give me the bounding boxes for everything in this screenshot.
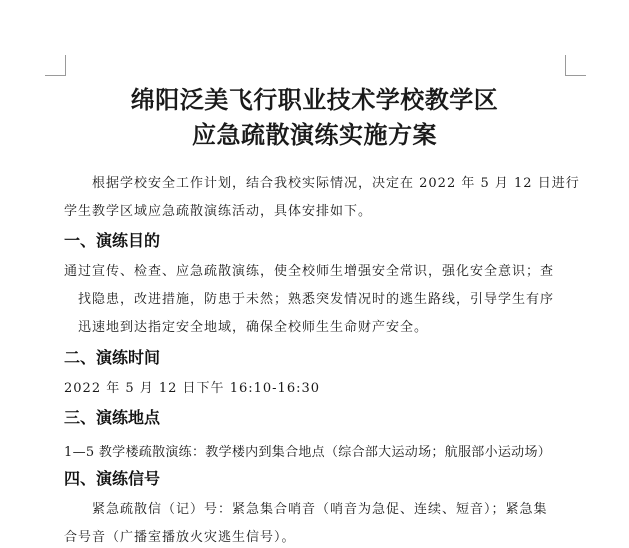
section-heading-signal: 四、演练信号 bbox=[64, 469, 161, 488]
section-heading-location: 三、演练地点 bbox=[64, 408, 161, 427]
purpose-line-1: 通过宣传、检查、应急疏散演练，使全校师生增强安全常识，强化安全意识；查 bbox=[64, 264, 555, 279]
section-heading-time: 二、演练时间 bbox=[64, 348, 161, 367]
purpose-line-2: 找隐患，改进措施，防患于未然；熟悉突发情况时的逃生路线，引导学生有序 bbox=[78, 292, 555, 307]
signal-line-2: 合号音（广播室播放火灾逃生信号）。 bbox=[64, 530, 296, 545]
page-corner-mark bbox=[565, 55, 586, 76]
section-heading-purpose: 一、演练目的 bbox=[64, 231, 161, 250]
intro-line-2: 学生教学区域应急疏散演练活动，具体安排如下。 bbox=[64, 204, 373, 219]
document-title-line-1: 绵阳泛美飞行职业技术学校教学区 bbox=[130, 85, 499, 114]
location-line: 1—5 教学楼疏散演练：教学楼内到集合地点（综合部大运动场；航服部小运动场） bbox=[64, 445, 552, 460]
signal-line-1: 紧急疏散信（记）号：紧急集合哨音（哨音为急促、连续、短音）；紧急集 bbox=[92, 502, 548, 517]
page-corner-mark bbox=[45, 55, 66, 76]
document-title-line-2: 应急疏散演练实施方案 bbox=[192, 120, 437, 149]
time-line: 2022 年 5 月 12 日下午 16:10-16:30 bbox=[64, 381, 321, 396]
purpose-line-3: 迅速地到达指定安全地域，确保全校师生生命财产安全。 bbox=[78, 320, 429, 335]
intro-line-1: 根据学校安全工作计划，结合我校实际情况，决定在 2022 年 5 月 12 日进行 bbox=[92, 176, 580, 191]
